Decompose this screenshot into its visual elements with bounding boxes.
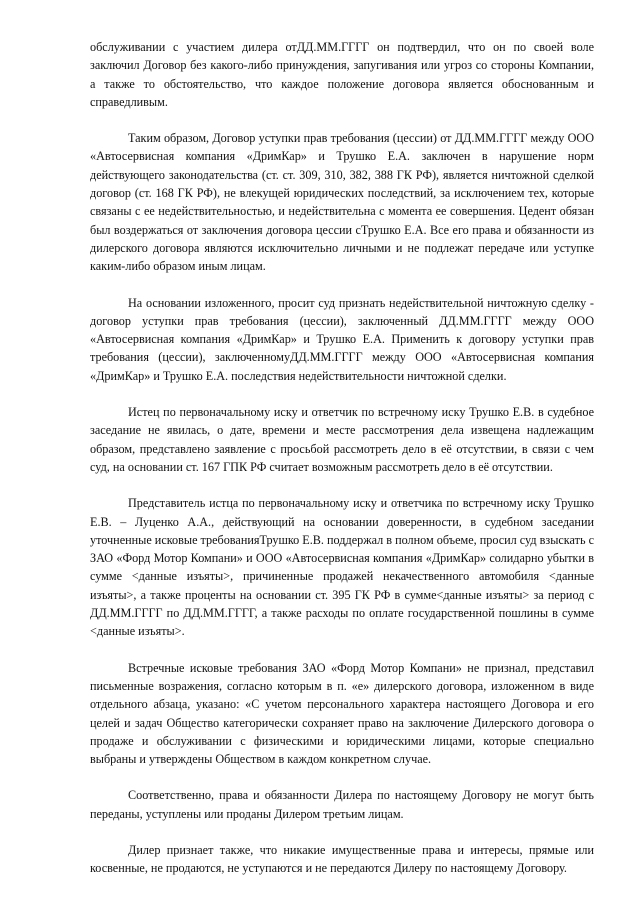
- paragraph-claim-request: На основании изложенного, просит суд признать недействительной ничтожную сделку - договор уступки прав требования (цессии), заключенный ДД.ММ.ГГГГ между ООО «Автосервисная компания «ДримКар» и Трушко Е.А. Применить к договору уступки прав требования (цессии), заключенномуДД.ММ.ГГГГ между ООО «Автосервисная компания «ДримКар» и Трушко Е.А. последствия недействительности ничтожной сделки.: [90, 295, 594, 383]
- paragraph-dealer-acknowledgement: Дилер признает также, что никакие имущественные права и интересы, прямые или косвенные, не продаются, не уступаются и не передаются Дилеру по настоящему Договору.: [90, 842, 594, 876]
- paragraph-cession-void: Таким образом, Договор уступки прав требования (цессии) от ДД.ММ.ГГГГ между ООО «Автосервисная компания «ДримКар» и Трушко Е.А. заключен в нарушение норм действующего законодательства (ст. ст. 309, 310, 382, 388 ГК РФ), является ничтожной сделкой договор (ст. 168 ГК РФ), не влекущей юридических последствий, за исключением тех, которые связаны с ее недействительностью, и недействительна с момента ее совершения. Цедент обязан был воздержаться от заключения договора цессии сТрушко Е.А. Все его права и обязанности из дилерского договора являются исключительно личными и не подлежат передаче или уступке каким-либо образом иным лицам.: [90, 131, 594, 274]
- paragraph-dealer-rights: Соответственно, права и обязанности Дилера по настоящему Договору не могут быть переданы, уступлены или проданы Дилером третьим лицам.: [90, 788, 594, 821]
- paragraph-representative-claims: Представитель истца по первоначальному иску и ответчика по встречному иску Трушко Е.В. – Луценко А.А., действующий на основании доверенности, в судебном заседании уточненные исковые требованияТрушко Е.В. поддержал в полном объеме, просил суд взыскать с ЗАО «Форд Мотор Компани» и ООО «Автосервисная компания «ДримКар» солидарно убытки в сумме <данные изъяты>, причиненные продажей некачественного автомобиля <данные изъяты>, а также проценты на основании ст. 395 ГК РФ в сумме<данные изъяты> за период с ДД.ММ.ГГГГ по ДД.ММ.ГГГГ, а также расходы по оплате государственной пошлины в сумме <данные изъяты>.: [90, 496, 594, 639]
- paragraph-continuation: обслуживании с участием дилера отДД.ММ.ГГГГ он подтвердил, что он по своей воле заключил Договор без какого-либо принуждения, запугивания или угроз со стороны Компании, а также то обстоятельство, что каждое положение договора является обоснованным и справедливым.: [90, 40, 594, 109]
- document-page: [90, 38, 594, 896]
- paragraph-plaintiff-absence: Истец по первоначальному иску и ответчик по встречному иску Трушко Е.В. в судебное заседание не явилась, о дате, времени и месте рассмотрения дела извещена надлежащим образом, представлено заявление с просьбой рассмотреть дело в её отсутствии, в связи с чем суд, на основании ст. 167 ГПК РФ считает возможным рассмотреть дело в её отсутствии.: [90, 405, 594, 474]
- paragraph-counterclaim-objection: Встречные исковые требования ЗАО «Форд Мотор Компани» не признал, представил письменные возражения, согласно которым в п. «е» дилерского договора, изложенном в виде отдельного абзаца, указано: «С учетом персонального характера настоящего Договора и его целей и задач Общество категорически сохраняет право на заключение Дилерского договора о продаже и обслуживании с физическими и юридическими лицами, которые специально выбраны и утверждены Обществом в каждом конкретном случае.: [90, 660, 594, 767]
